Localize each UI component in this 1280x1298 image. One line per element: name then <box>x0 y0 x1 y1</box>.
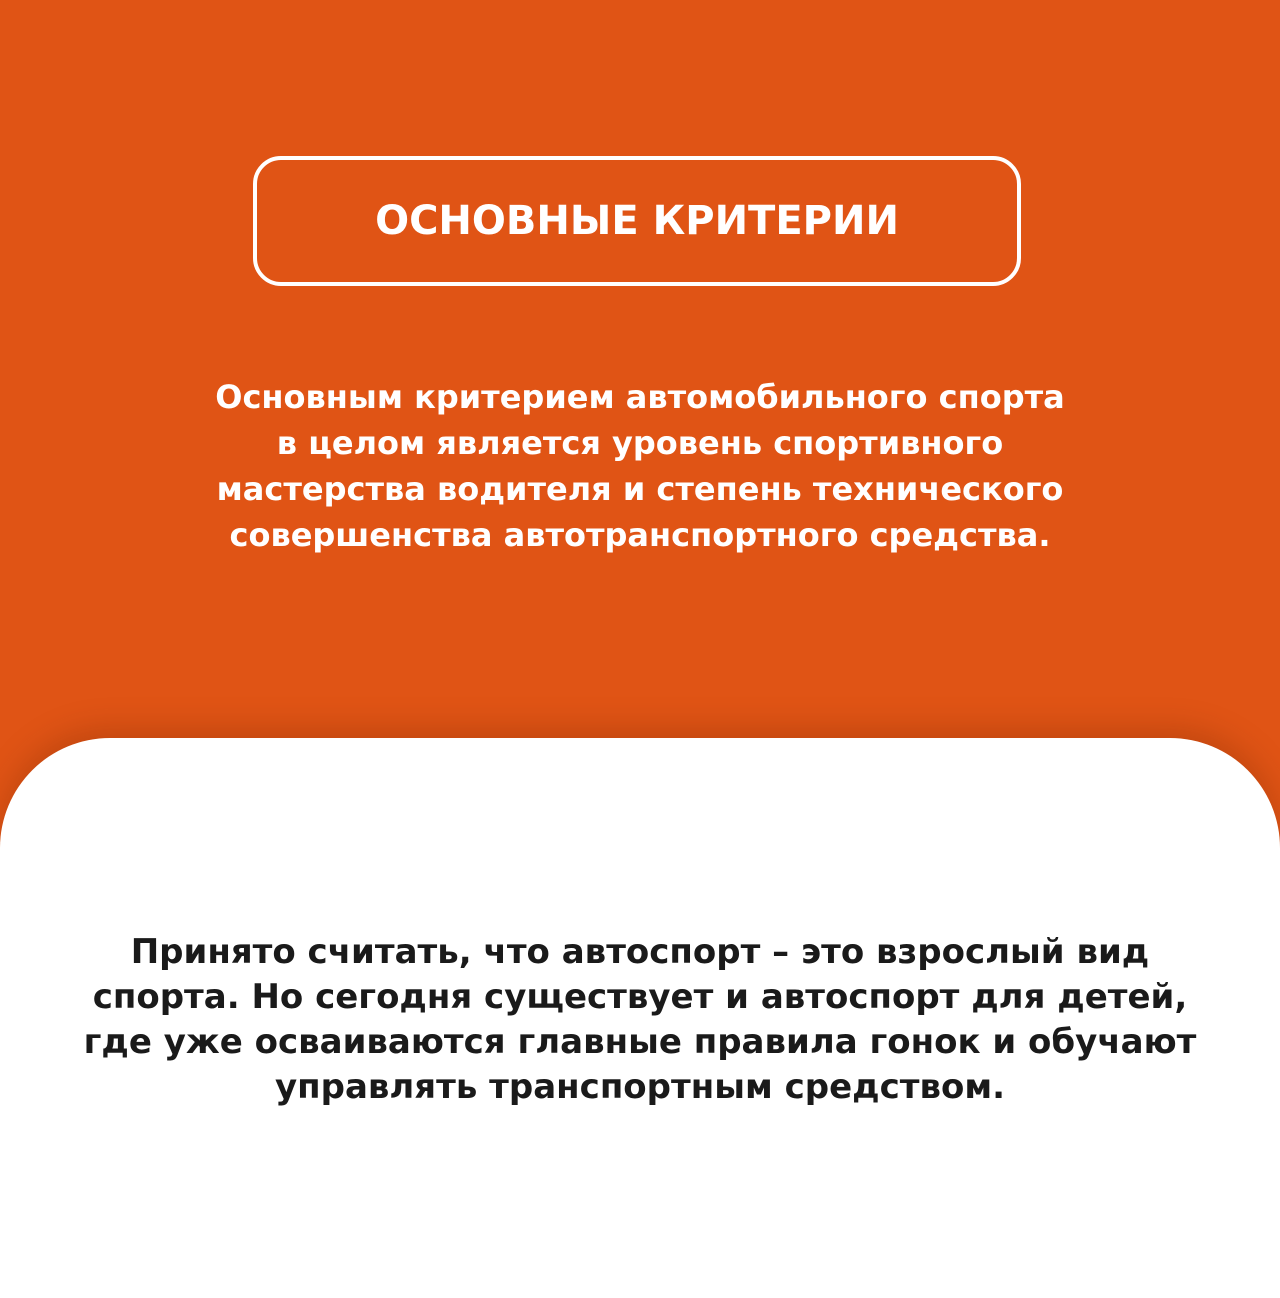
page-title: ОСНОВНЫЕ КРИТЕРИИ <box>375 198 899 244</box>
title-frame <box>253 156 1021 286</box>
intro-paragraph: Основным критерием автомобильного спорта в целом является уровень спортивного мастерства водителя и степень технического совершенства автотранспортного средства. <box>215 378 1065 554</box>
content-paragraph: Принято считать, что автоспорт – это взрослый вид спорта. Но сегодня существует и автоспорт для детей, где уже осваиваются главные правила гонок и обучают управлять транспортным средством. <box>83 932 1197 1107</box>
